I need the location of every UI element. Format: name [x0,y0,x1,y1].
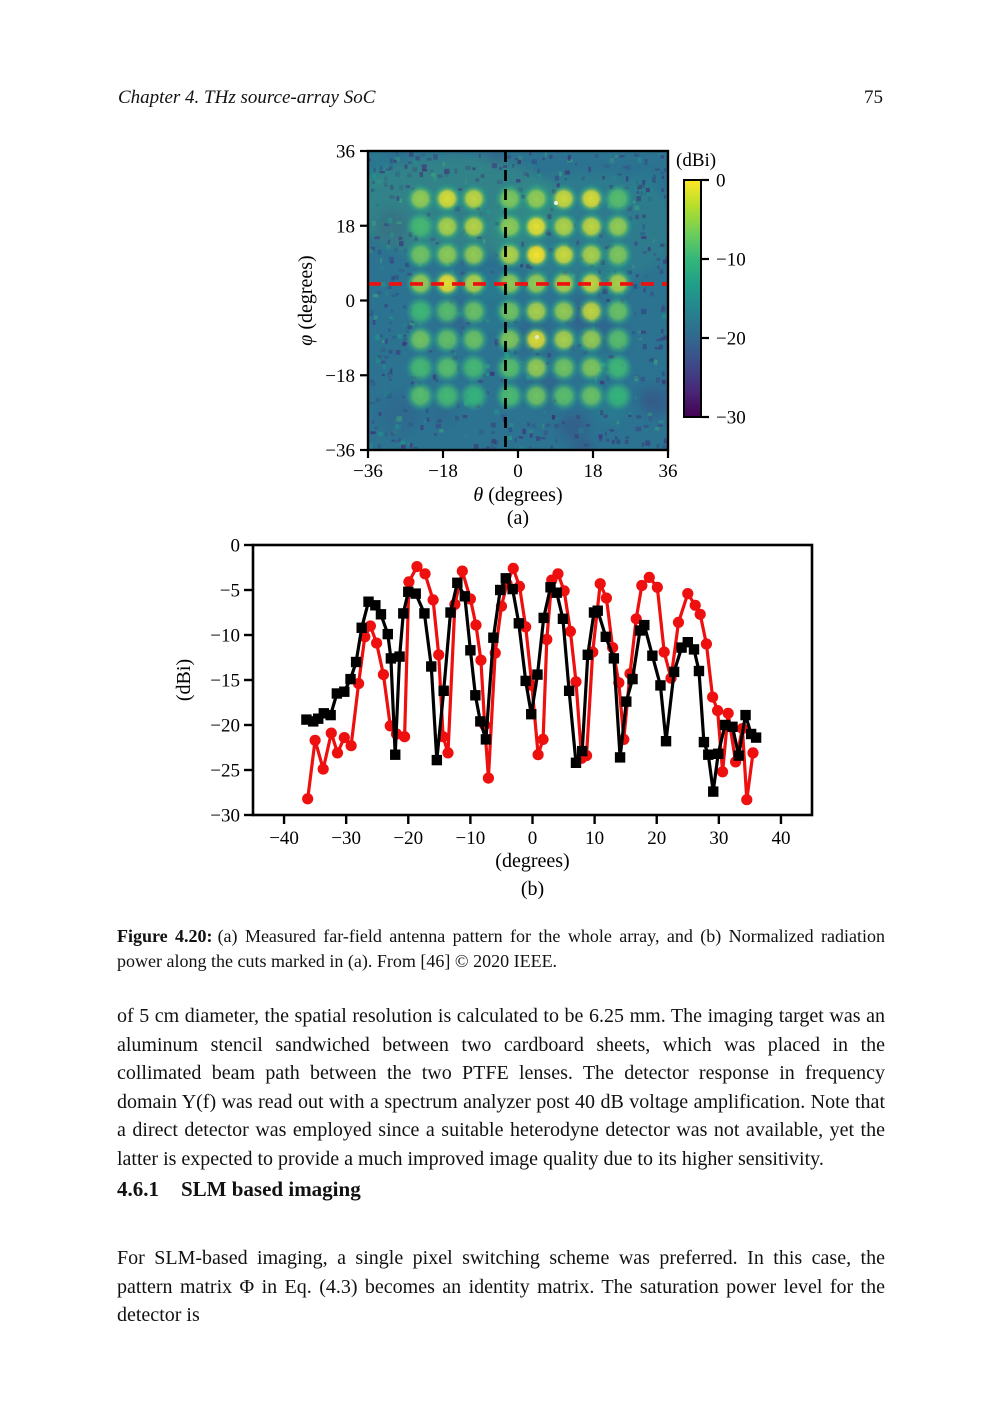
line-chart-xaxis-label: (degrees) [495,850,570,872]
section-heading [117,1177,361,1202]
svg-text:−18: −18 [325,365,355,387]
section-number: 4.6.1 [117,1177,159,1201]
subfigure-a-label: (a) [506,507,530,529]
heatmap-image [350,149,680,459]
svg-text:−20: −20 [716,328,746,350]
svg-text:−10: −10 [455,828,486,849]
svg-text:36: 36 [336,141,355,163]
line-chart-yaxis-label: (dBi) [173,658,195,702]
page-number: 75 [864,87,883,108]
svg-text:−10: −10 [210,625,240,647]
svg-text:−36: −36 [325,440,355,462]
svg-text:40: 40 [771,828,791,849]
svg-text:20: 20 [647,828,667,849]
svg-text:18: 18 [336,216,355,238]
subfigure-b-label: (b) [520,878,545,900]
svg-text:−20: −20 [210,715,240,737]
figure-caption [117,924,885,974]
heatmap-panel [295,142,746,530]
svg-text:30: 30 [709,828,729,849]
svg-text:−30: −30 [716,407,746,429]
svg-text:−25: −25 [210,760,240,782]
svg-text:36: 36 [658,461,678,482]
colorbar-title: (dBi) [676,150,717,171]
svg-text:−30: −30 [331,828,362,849]
svg-text:10: 10 [585,828,605,849]
svg-text:−15: −15 [210,670,240,692]
figure-caption-text: (a) Measured far-field antenna pattern for the whole array, and (b) Normalized radiation power along the cuts marked in (a). From [46] © 2020 IEEE. [117,926,886,971]
running-header: Chapter 4. THz source-array SoC [118,87,376,108]
body-paragraph-2: For SLM-based imaging, a single pixel switching scheme was preferred. In this case, the pattern matrix Φ in Eq. (4.3) becomes an identity matrix. The saturation power level for the detector is [117,1247,885,1326]
body-paragraph-1: of 5 cm diameter, the spatial resolution is calculated to be 6.25 mm. The imaging target was an aluminum stencil sandwiched between two cardboard sheets, which was placed in the collimated beam path between the two PTFE lenses. The detector response in frequency domain Y(f) was read out with a spectrum analyzer post 40 dB voltage amplification. Note that a direct detector was employed since a suitable heterodyne detector was not available, yet the latter is expected to provide a much improved image quality due to its higher sensitivity. [117,1005,885,1170]
figure-caption-label: Figure 4.20: [117,926,213,946]
svg-text:0: 0 [345,291,355,312]
svg-text:0: 0 [513,461,523,482]
line-chart-panel [173,536,812,901]
svg-text:−40: −40 [269,828,299,849]
svg-text:−18: −18 [428,461,458,482]
svg-text:18: 18 [583,461,603,482]
svg-text:0: 0 [716,170,726,192]
colorbar [676,150,746,429]
section-title: SLM based imaging [181,1177,361,1201]
svg-text:0: 0 [230,535,240,557]
heatmap-yaxis-label: φ (degrees) [295,255,317,346]
svg-text:−36: −36 [353,461,383,482]
svg-text:−5: −5 [219,580,240,602]
svg-text:0: 0 [527,828,538,849]
svg-text:−30: −30 [210,805,240,827]
svg-text:−10: −10 [716,249,746,271]
heatmap-xaxis-label: θ (degrees) [473,484,563,506]
svg-text:−20: −20 [393,828,424,849]
